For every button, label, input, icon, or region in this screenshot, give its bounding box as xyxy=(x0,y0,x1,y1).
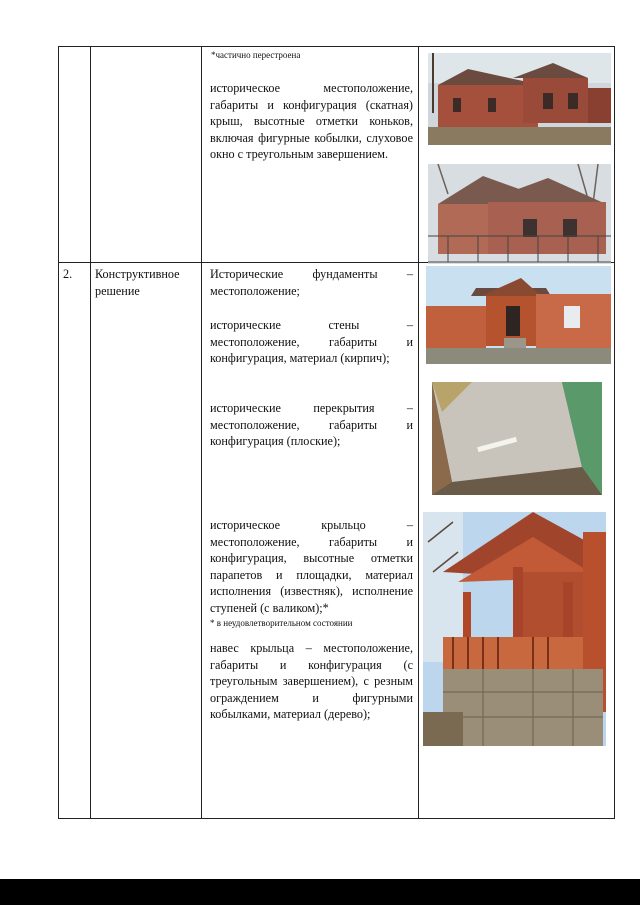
table-border-bottom xyxy=(58,818,615,819)
table-col-divider-1 xyxy=(90,46,91,819)
partially-rebuilt-note: *частично перестроена xyxy=(211,50,301,60)
photo-house-porch-front xyxy=(426,266,611,364)
photo-house-roof xyxy=(428,53,611,145)
row2-number: 2. xyxy=(63,267,73,281)
photo-house-winter xyxy=(428,164,611,264)
table-border-right xyxy=(614,46,615,819)
row1-description: историческое местоположение, габариты и конфигурация (скатная) крыш, высотные отметки коньков, включая фигурные кобылки, слуховое окно с треугольным завершением. xyxy=(210,81,413,162)
table-border-top xyxy=(58,46,615,47)
photo-porch-canopy xyxy=(423,512,606,746)
porch-text: историческое крыльцо – местоположение, габариты и конфигурация, высотные отметки парапетов и площадки, материал исполнения (известняк), исполнение ступеней (с валиком);* xyxy=(210,518,413,615)
row2-label: Конструктивное решение xyxy=(95,267,180,298)
scan-border-bottom xyxy=(0,879,640,905)
foundations-text: Исторические фундаменты – местоположение; xyxy=(210,267,413,298)
table-col-divider-2 xyxy=(201,46,202,819)
canopy-text: навес крыльца – местоположение, габариты и конфигурация (с треугольным завершением), с резным ограждением и фигурными кобылками, материал (дерево); xyxy=(210,641,413,722)
floors-text: исторические перекрытия – местоположение, габариты и конфигурация (плоские); xyxy=(210,401,413,449)
porch-condition-note: * в неудовлетворительном состоянии xyxy=(210,618,353,628)
walls-text: исторические стены – местоположение, габариты и конфигурация, материал (кирпич); xyxy=(210,318,413,366)
table-border-left xyxy=(58,46,59,819)
table-col-divider-3 xyxy=(418,46,419,819)
photo-ceiling-lamp xyxy=(432,382,602,495)
